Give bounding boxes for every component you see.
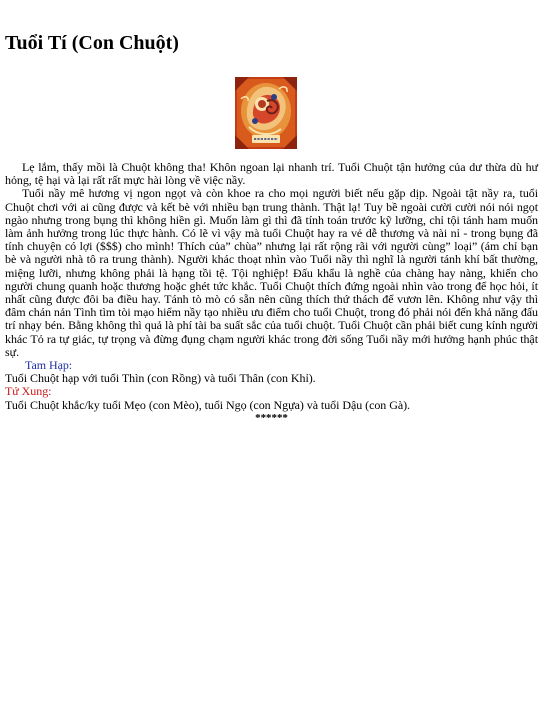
description-paragraph: Tuổi nầy mê hương vị ngon ngọt và còn khoe ra cho mọi người biết nếu gặp dịp. Ngoài tật nầy ra, tuổi Chuột chơi với ai cũng được và kết bè với nhiều bạn trung thành. Thật lạ! Tuy bề ngoài cười cười nói nói ngọt ngào nhưng trong bụng thì không hiền gì. Muốn làm gì thì đã tính toán trước kỹ lưỡng, chỉ tội tánh ham muốn làm ảnh hưởng trong lúc thực hành. Có lẽ vì vậy mà tuổi Chuột hay ra vẻ dễ thương và nài nỉ - trong bụng đã tính chuyện có lợi ($$$) cho mình! Thích của” chùa” nhưng lại rất rộng rãi với người cùng” loại” (ám chỉ bạn bè và người nhà tô ra trung thành). Người khác thoạt nhìn vào Tuổi nầy thì nghĩ là người tánh khí bất thường, miệng lưỡi, nhưng không phải là hạng tồi tệ. Tội nghiệp! Đấu khẩu là nghề của chàng hay nàng, khiến cho người chung quanh hoặc thương hoặc ghét tức khắc. Tuổi Chuột thích đứng ngoài nhìn vào trong để học hỏi, ít nhất cũng được đôi ba điều hay. Tánh tò mò có sẵn nên cũng thích thứ thách để vươn lên. Không như vậy thì đâm chán nản Tình tìm tòi mạo hiểm nầy tạo nhiều ưu điểm cho tuổi Chuột, trong đó phải nói đến khả năng đấu trí nhạy bén. Bằng không thì quả là phí tài ba suất sắc của tuổi chuột. Tuổi Chuột cần phải biết cung kính người khác Tỏ ra tự giác, tự trọng và đừng đụng chạm người khác trong đời sống Tuổi nầy mới hưởng hạnh phúc thật sự.: [5, 186, 538, 359]
tu-xung-heading: Tứ Xung:: [5, 384, 52, 399]
page-title: Tuổi Tí (Con Chuột): [5, 32, 179, 54]
tam-hop-text: Tuổi Chuột hạp với tuổi Thìn (con Rồng) và tuổi Thân (con Khỉ).: [5, 371, 316, 386]
article-body: [5, 161, 538, 424]
tu-xung-text: Tuổi Chuột khắc/ky tuổi Mẹo (con Mèo), tuổi Ngọ (con Ngựa) và tuổi Dậu (con Gà).: [5, 397, 410, 412]
intro-paragraph: Lẹ lắm, thấy mồi là Chuột không tha! Khôn ngoan lại nhanh trí. Tuổi Chuột tận hưởng của dư thừa dù hư hỏng, tệ hại và lại rất rất mực hài lòng về việc nầy.: [5, 160, 538, 188]
tam-hop-heading: Tam Hạp:: [25, 358, 73, 373]
end-marker: ******: [255, 411, 288, 424]
rat-zodiac-illustration: [235, 77, 297, 149]
